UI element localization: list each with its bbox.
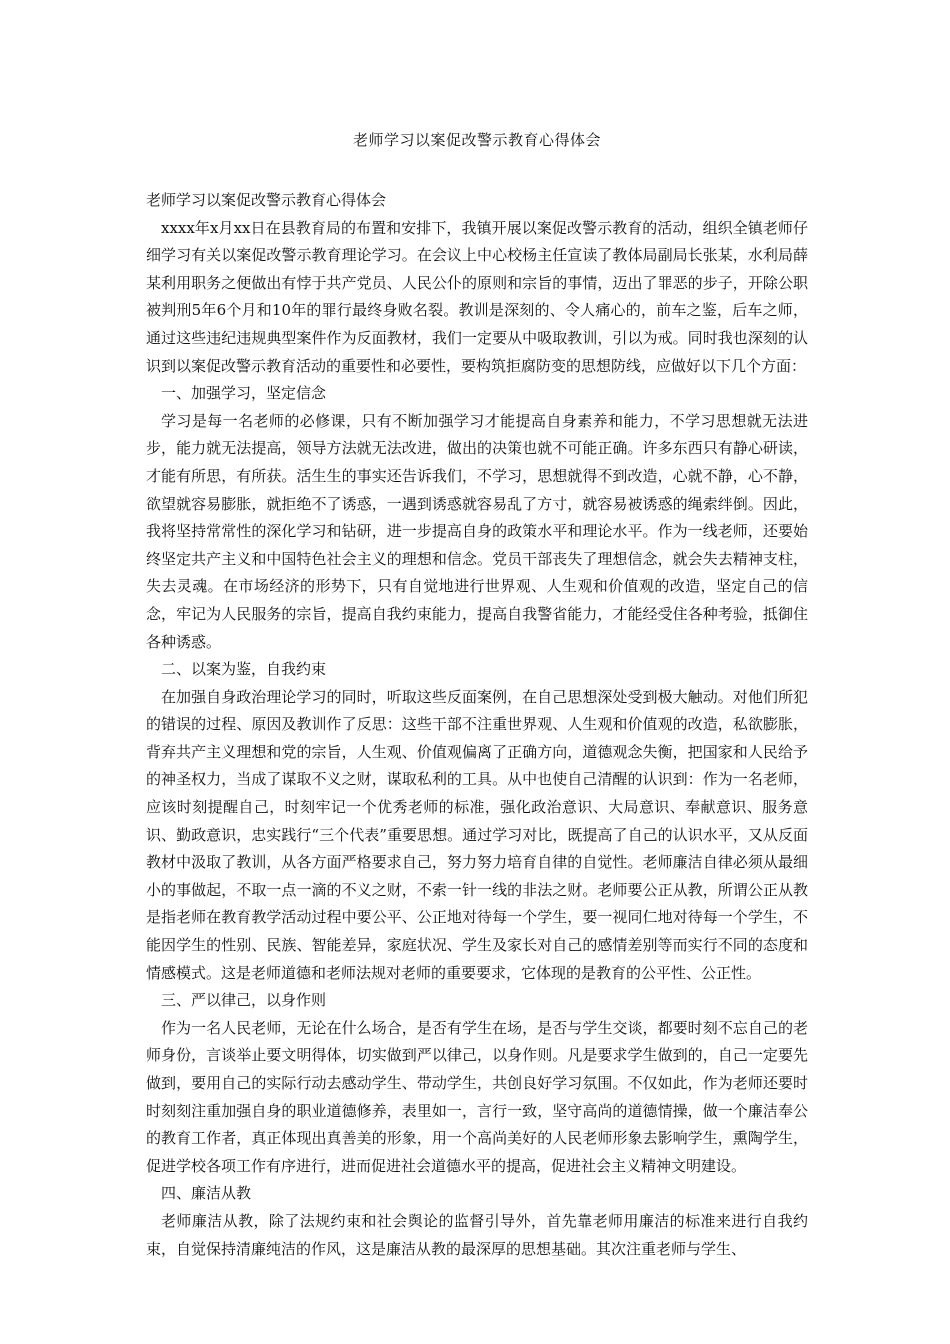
intro-paragraph: xxxx年x月xx日在县教育局的布置和安排下，我镇开展以案促改警示教育的活动，组织全镇老师仔细学习有关以案促改警示教育理论学习。在会议上中心校杨主任宣读了教体局副局长张某，水利局薛某利用职务之便做出有悖于共产党员、人民公仆的原则和宗旨的事情，迈出了罪恶的步子，开除公职被判刑5年6个月和10年的罪行最终身败名裂。教训是深刻的、令人痛心的，前车之鉴，后车之师，通过这些违纪违规典型案件作为反面教材，我们一定要从中吸取教训，引以为戒。同时我也深刻的认识到以案促改警示教育活动的重要性和必要性，要构筑拒腐防变的思想防线，应做好以下几个方面： <box>146 218 808 375</box>
section-paragraph-4: 老师廉洁从教，除了法规约束和社会舆论的监督引导外，首先靠老师用廉洁的标准来进行自我约束，自觉保持清廉纯洁的作风，这是廉洁从教的最深厚的思想基础。其次注重老师与学生、 <box>146 1211 808 1258</box>
section-heading-1: 一、加强学习，坚定信念 <box>161 384 327 403</box>
section-paragraph-2: 在加强自身政治理论学习的同时，听取这些反面案例，在自己思想深处受到极大触动。对他们所犯的错误的过程、原因及教训作了反思：这些干部不注重世界观、人生观和价值观的改造，私欲膨胀，背弃共产主义理想和党的宗旨，人生观、价值观偏离了正确方向，道德观念失衡，把国家和人民给予的神圣权力，当成了谋取不义之财，谋取私利的工具。从中也使自己清醒的认识到：作为一名老师，应该时刻提醒自己，时刻牢记一个优秀老师的标准，强化政治意识、大局意识、奉献意识、服务意识、勤政意识，忠实践行“三个代表”重要思想。通过学习对比，既提高了自己的认识水平，又从反面教材中汲取了教训，从各方面严格要求自己，努力努力培育自律的自觉性。老师廉洁自律必须从最细小的事做起，不取一点一滴的不义之财，不索一针一线的非法之财。老师要公正从教，所谓公正从教是指老师在教育教学活动过程中要公平、公正地对待每一个学生，要一视同仁地对待每一个学生，不能因学生的性别、民族、智能差异，家庭状况、学生及家长对自己的感情差别等而实行不同的态度和情感模式。这是老师道德和老师法规对老师的重要要求，它体现的是教育的公平性、公正性。 <box>146 687 808 982</box>
body-title-line: 老师学习以案促改警示教育心得体会 <box>146 191 387 209</box>
document-page <box>146 0 808 1263</box>
section-paragraph-1: 学习是每一名老师的必修课，只有不断加强学习才能提高自身素养和能力，不学习思想就无法进步，能力就无法提高，领导方法就无法改进，做出的决策也就不可能正确。许多东西只有静心研读，才能有所思，有所获。活生生的事实还告诉我们，不学习，思想就得不到改造，心就不静，心不静，欲望就容易膨胀，就拒绝不了诱惑，一遇到诱惑就容易乱了方寸，就容易被诱惑的绳索绊倒。因此，我将坚持常常性的深化学习和钻研，进一步提高自身的政策水平和理论水平。作为一线老师，还要始终坚定共产主义和中国特色社会主义的理想和信念。党员干部丧失了理想信念，就会失去精神支柱，失去灵魂。在市场经济的形势下，只有自觉地进行世界观、人生观和价值观的改造，坚定自己的信念，牢记为人民服务的宗旨，提高自我约束能力，提高自我警省能力，才能经受住各种考验，抵御住各种诱惑。 <box>146 411 808 651</box>
document-title: 老师学习以案促改警示教育心得体会 <box>352 131 601 149</box>
section-heading-4: 四、廉洁从教 <box>161 1184 252 1203</box>
document-body <box>146 187 808 1263</box>
section-paragraph-3: 作为一名人民老师，无论在什么场合，是否有学生在场，是否与学生交谈，都要时刻不忘自己的老师身份，言谈举止要文明得体，切实做到严以律己，以身作则。凡是要求学生做到的，自己一定要先做到，要用自己的实际行动去感动学生、带动学生，共创良好学习氛围。不仅如此，作为老师还要时时刻刻注重加强自身的职业道德修养，表里如一，言行一致，坚守高尚的道德情操，做一个廉洁奉公的教育工作者，真正体现出真善美的形象，用一个高尚美好的人民老师形象去影响学生，熏陶学生，促进学校各项工作有序进行，进而促进社会道德水平的提高，促进社会主义精神文明建设。 <box>146 1018 808 1175</box>
section-heading-3: 三、严以律己，以身作则 <box>161 991 327 1010</box>
section-heading-2: 二、以案为鉴，自我约束 <box>161 660 327 679</box>
